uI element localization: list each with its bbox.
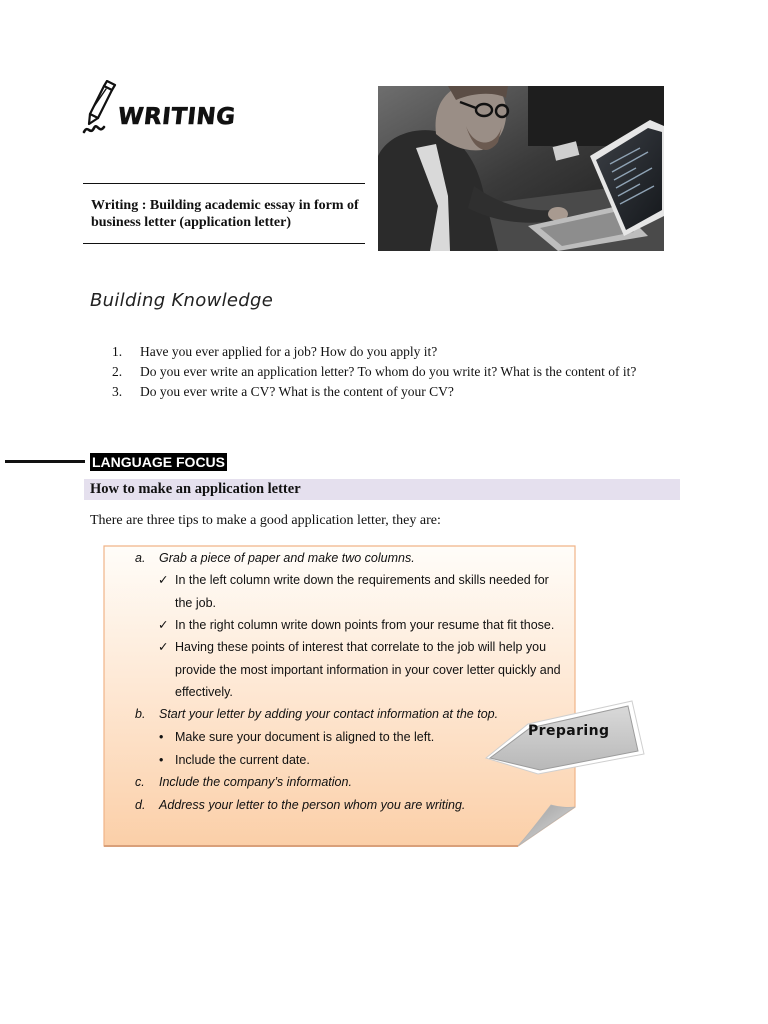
- topic-title: Writing : Building academic essay in form of business letter (application letter): [91, 198, 359, 230]
- tip-text: Grab a piece of paper and make two columns.: [159, 551, 415, 565]
- question-number: 1.: [112, 344, 123, 359]
- sub-item-text: In the left column write down the requirements and skills needed for: [175, 573, 549, 587]
- sub-item-text: In the right column write down points from your resume that fit those.: [175, 618, 555, 632]
- topic-box: [83, 183, 365, 244]
- check-icon: ✓: [158, 640, 169, 654]
- check-icon: ✓: [158, 573, 169, 587]
- tip-letter: d.: [135, 798, 146, 812]
- sub-item-text: Include the current date.: [175, 753, 310, 767]
- language-focus-label: LANGUAGE FOCUS: [92, 454, 225, 470]
- tip-letter: c.: [135, 775, 145, 789]
- intro-text: There are three tips to make a good application letter, they are:: [90, 513, 441, 528]
- preparing-label: Preparing: [528, 723, 610, 739]
- tip-text: Include the company’s information.: [159, 775, 352, 789]
- question-text: Have you ever applied for a job? How do you apply it?: [140, 344, 438, 359]
- question-number: 2.: [112, 364, 123, 379]
- sub-item-text: Make sure your document is aligned to the left.: [175, 730, 435, 744]
- subheading: How to make an application letter: [90, 481, 301, 497]
- building-knowledge-heading: Building Knowledge: [90, 290, 274, 311]
- list-item: [108, 342, 688, 362]
- bullet-icon: •: [159, 730, 164, 744]
- questions-list: [108, 342, 688, 402]
- list-item: [108, 362, 688, 382]
- check-icon: ✓: [158, 618, 169, 632]
- sub-item-text: the job.: [175, 596, 217, 610]
- section-divider: [5, 460, 85, 463]
- tip-text: Address your letter to the person whom you are writing.: [159, 798, 466, 812]
- subheading-bar: [84, 479, 680, 500]
- sub-item-text: provide the most important information in your cover letter quickly and: [175, 663, 561, 677]
- tip-text: Start your letter by adding your contact information at the top.: [159, 707, 499, 721]
- bullet-icon: •: [159, 753, 164, 767]
- photo-man-laptop: [378, 86, 664, 251]
- question-number: 3.: [112, 384, 123, 399]
- tip-letter: a.: [135, 551, 146, 565]
- tip-letter: b.: [135, 707, 146, 721]
- question-text: Do you ever write an application letter? To whom do you write it? What is the content of it?: [140, 364, 637, 379]
- list-item: [108, 382, 688, 402]
- preparing-callout: [482, 696, 648, 778]
- sub-item-text: effectively.: [175, 685, 233, 699]
- question-text: Do you ever write a CV? What is the content of your CV?: [140, 384, 454, 399]
- writing-logo-text: WRITING: [116, 104, 237, 130]
- sub-item-text: Having these points of interest that correlate to the job will help you: [175, 640, 547, 654]
